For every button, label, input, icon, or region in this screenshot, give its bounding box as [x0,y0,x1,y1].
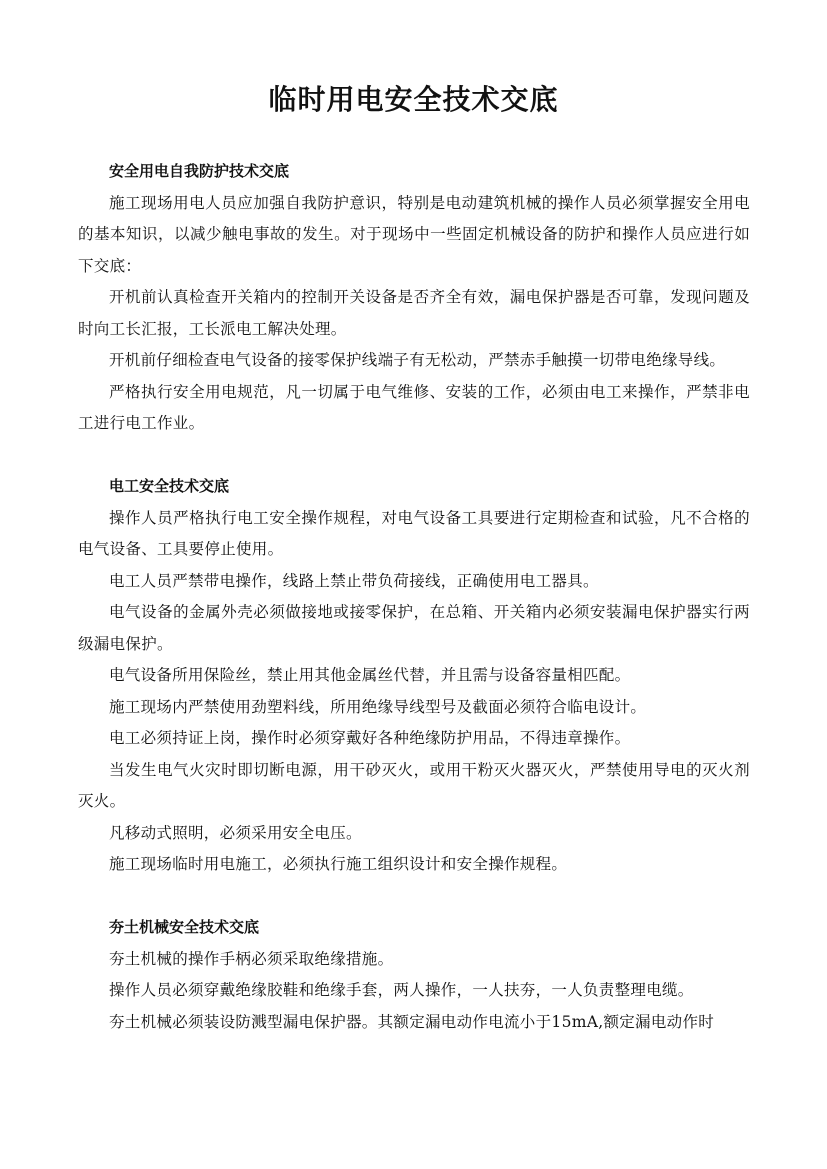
paragraph: 电工人员严禁带电操作，线路上禁止带负荷接线，正确使用电工器具。 [109,571,599,590]
section-heading: 夯土机械安全技术交底 [109,918,260,936]
section-spacer [78,881,750,913]
paragraph: 夯土机械的操作手柄必须采取绝缘措施。 [109,949,394,968]
paragraph: 施工现场临时用电施工，必须执行施工组织设计和安全操作规程。 [109,855,568,873]
paragraph: 电气设备所用保险丝，禁止用其他金属丝代替，并且需与设备容量相匹配。 [109,666,631,684]
paragraph: 操作人员必须穿戴绝缘胶鞋和绝缘手套，两人操作，一人扶夯，一人负责整理电缆。 [109,981,694,999]
section-heading: 电工安全技术交底 [109,477,230,495]
paragraph: 严格执行安全用电规范，凡一切属于电气维修、安装的工作，必须由电工来操作，严禁非电工进行电工作业。 [78,382,750,432]
paragraph: 当发生电气火灾时即切断电源，用干砂灭火，或用干粉灭火器灭火，严禁使用导电的灭火剂灭火。 [78,760,750,810]
paragraph: 电气设备的金属外壳必须做接地或接零保护，在总箱、开关箱内必须安装漏电保护器实行两级漏电保护。 [78,603,750,653]
section-spacer [78,440,750,472]
paragraph: 施工现场用电人员应加强自我防护意识，特别是电动建筑机械的操作人员必须掌握安全用电的基本知识，以减少触电事故的发生。对于现场中一些固定机械设备的防护和操作人员应进行如下交底： [78,193,750,275]
page-title: 临时用电安全技术交底 [268,83,559,116]
paragraph: 凡移动式照明，必须采用安全电压。 [109,823,362,842]
paragraph: 施工现场内严禁使用劲塑料线，所用绝缘导线型号及截面必须符合临电设计。 [109,697,647,716]
section-compactor [78,912,750,1038]
paragraph: 电工必须持证上岗，操作时必须穿戴好各种绝缘防护用品，不得违章操作。 [109,729,631,747]
section-electrician [78,471,750,881]
section-heading: 安全用电自我防护技术交底 [109,162,290,180]
section-self-protection [78,156,750,440]
paragraph: 夯土机械必须装设防溅型漏电保护器。其额定漏电动作电流小于15mA,额定漏电动作时 [109,1012,715,1031]
paragraph: 操作人员严格执行电工安全操作规程，对电气设备工具要进行定期检查和试验，凡不合格的电气设备、工具要停止使用。 [78,508,750,558]
paragraph: 开机前仔细检查电气设备的接零保护线端子有无松动，严禁赤手触摸一切带电绝缘导线。 [109,351,726,369]
document-body [78,156,750,1038]
paragraph: 开机前认真检查开关箱内的控制开关设备是否齐全有效，漏电保护器是否可靠，发现问题及时向工长汇报，工长派电工解决处理。 [78,288,750,338]
